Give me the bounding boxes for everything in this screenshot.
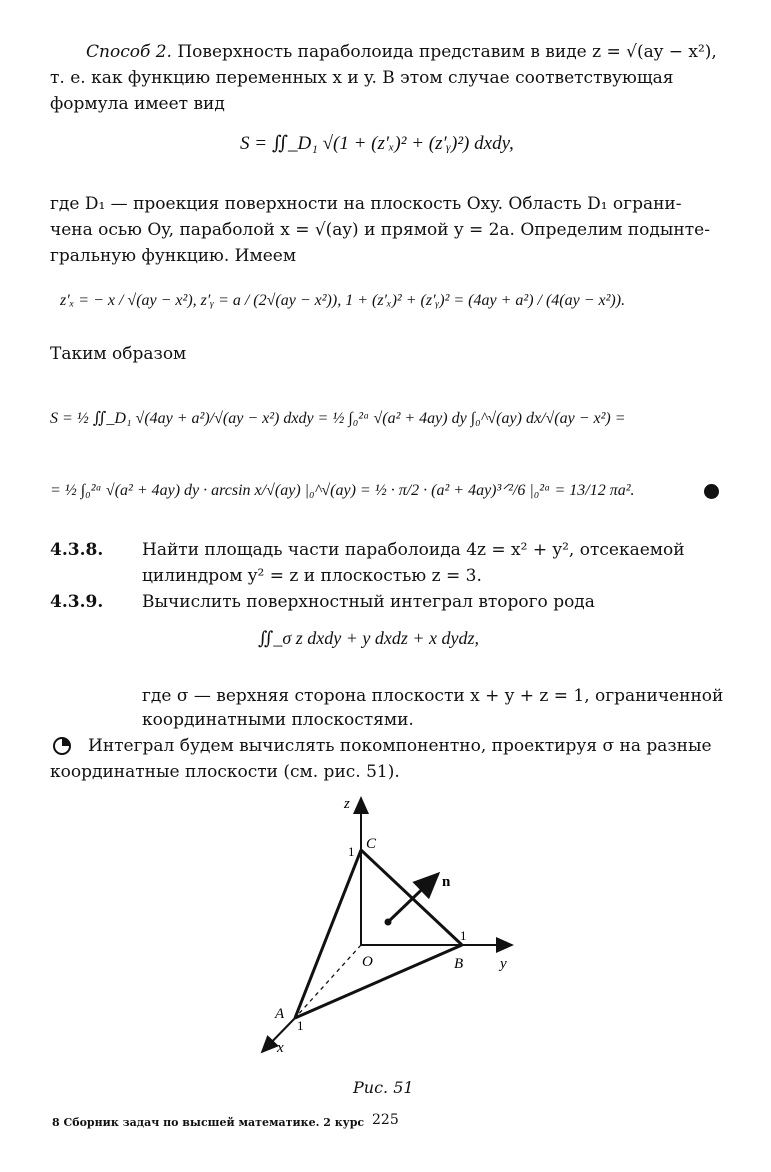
- figure-caption: Рис. 51: [353, 1078, 414, 1097]
- intro-line-1: [86, 42, 717, 62]
- intro-line-3: формула имеет вид: [50, 94, 225, 114]
- x-label: x: [277, 1040, 284, 1056]
- point-c-label: C: [366, 836, 377, 852]
- point-a-label: A: [275, 1006, 285, 1022]
- where-sigma-line-2: координатными плоскостями.: [142, 710, 414, 730]
- page-number: 225: [372, 1112, 399, 1128]
- solution-start-icon: [52, 736, 72, 756]
- desc-line-2: чена осью Oy, параболой x = √(ay) и прямой y = 2a. Определим подынте-: [50, 220, 710, 240]
- problem-4-3-8-line-2: цилиндром y² = z и плоскостью z = 3.: [142, 566, 482, 586]
- thus-label: Таким образом: [50, 344, 187, 364]
- point-b-label: B: [454, 956, 464, 972]
- x-axis-hidden: [295, 945, 361, 1018]
- y-label: y: [500, 956, 507, 972]
- method-label: Способ 2.: [86, 42, 172, 62]
- problem-number-4-3-9: 4.3.9.: [50, 592, 104, 612]
- problem-4-3-8-line-1: Найти площадь части параболоида 4z = x² + y², отсекаемой: [142, 540, 685, 560]
- one-z-label: 1: [348, 844, 355, 859]
- formula-surface-area: S = ∬_D₁ √(1 + (z′ₓ)² + (z′ᵧ)²) dxdy,: [240, 133, 514, 154]
- figure-51: [250, 790, 530, 1060]
- footer-text: 8 Сборник задач по высшей математике. 2 курс: [52, 1116, 365, 1129]
- desc-line-3: гральную функцию. Имеем: [50, 246, 297, 266]
- solution-line-2: координатные плоскости (см. рис. 51).: [50, 762, 400, 782]
- formula-surface-integral: ∬_σ z dxdy + y dxdz + x dydz,: [258, 628, 479, 648]
- solution-line-1: Интеграл будем вычислять покомпонентно, проектируя σ на разные: [88, 736, 712, 756]
- problem-number-4-3-8: 4.3.8.: [50, 540, 104, 560]
- one-y-label: 1: [460, 928, 467, 943]
- intro-line-2: т. е. как функцию переменных x и y. В этом случае соответствующая: [50, 68, 674, 88]
- normal-label: n: [442, 874, 451, 890]
- formula-integral-2: = ½ ∫₀²ᵃ √(a² + 4ay) dy · arcsin x/√(ay) |₀^√(ay) = ½ · π/2 · (a² + 4ay)³ᐟ²/6 |₀²ᵃ = 13/12 πa².: [50, 482, 635, 499]
- formula-derivatives: z′ₓ = − x / √(ay − x²), z′ᵧ = a / (2√(ay − x²)), 1 + (z′ₓ)² + (z′ᵧ)² = (4ay + a²) / (4(ay − x²)).: [60, 292, 626, 309]
- formula-integral-1: S = ½ ∬_D₁ √(4ay + a²)/√(ay − x²) dxdy = ½ ∫₀²ᵃ √(a² + 4ay) dy ∫₀^√(ay) dx/√(ay − x²) =: [50, 410, 626, 427]
- desc-line-1: где D₁ — проекция поверхности на плоскость Oxy. Область D₁ ограни-: [50, 194, 682, 214]
- one-x-label: 1: [297, 1018, 304, 1033]
- problem-4-3-9-line-1: Вычислить поверхностный интеграл второго рода: [142, 592, 595, 612]
- where-sigma-line-1: где σ — верхняя сторона плоскости x + y + z = 1, ограниченной: [142, 686, 724, 706]
- end-of-solution-mark: [704, 484, 719, 499]
- origin-label: O: [362, 954, 373, 970]
- z-label: z: [344, 796, 350, 812]
- intro-line-1-text: Поверхность параболоида представим в виде z = √(ay − x²),: [177, 42, 717, 62]
